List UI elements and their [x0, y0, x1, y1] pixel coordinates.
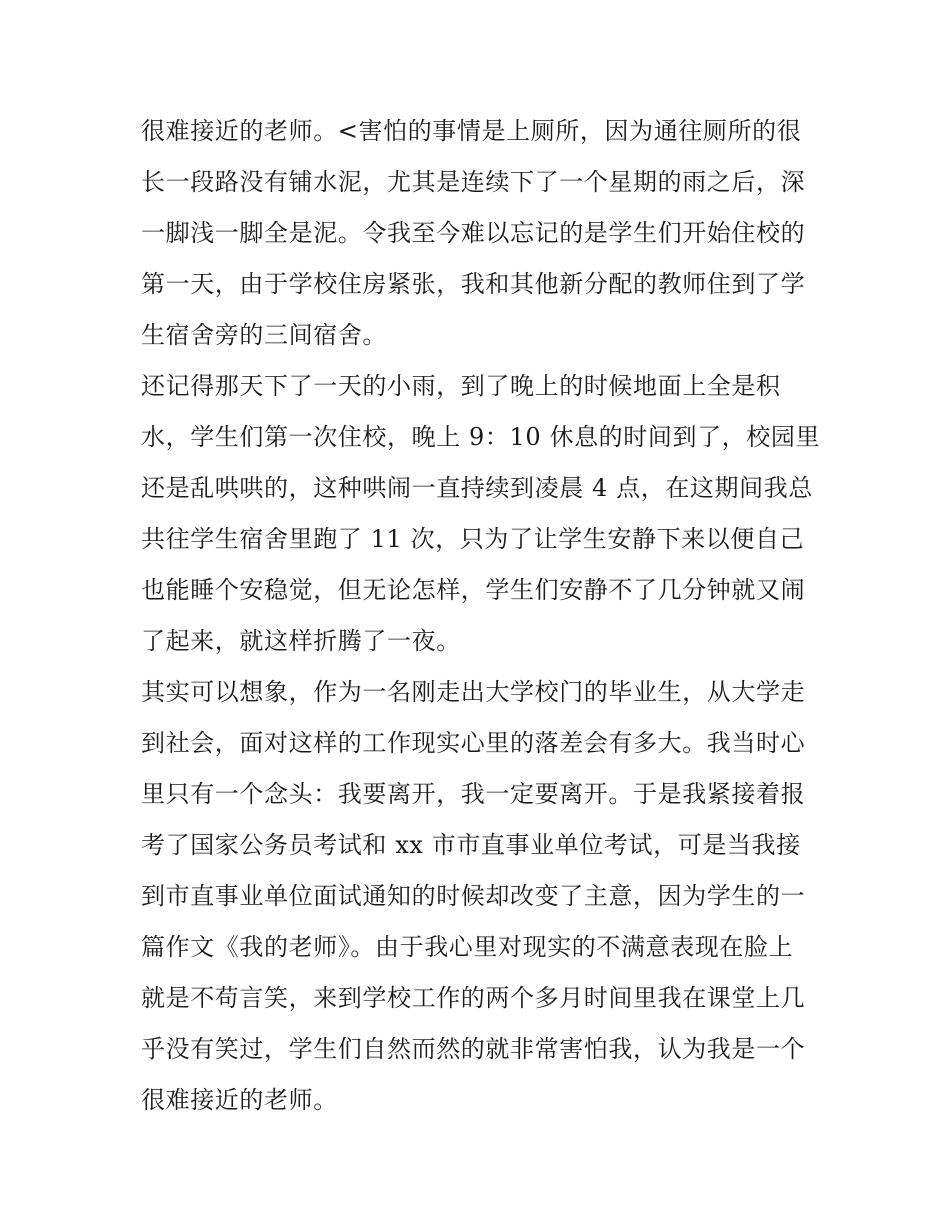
text-line: 到市直事业单位面试通知的时候却改变了主意，因为学生的一 [141, 882, 806, 910]
text-line: 第一天，由于学校住房紧张，我和其他新分配的教师住到了学 [141, 270, 806, 298]
text-line: 还是乱哄哄的，这种哄闹一直持续到凌晨 4 点，在这期间我总 [141, 474, 813, 502]
text-line: 里只有一个念头：我要离开，我一定要离开。于是我紧接着报 [141, 780, 806, 808]
text-line: 水，学生们第一次住校，晚上 9：10 休息的时间到了，校园里 [141, 423, 821, 451]
text-line: 篇作文《我的老师》。由于我心里对现实的不满意表现在脸上 [141, 933, 794, 961]
text-line: 考了国家公务员考试和 xx 市市直事业单位考试，可是当我接 [141, 831, 801, 859]
text-line: 就是不苟言笑，来到学校工作的两个多月时间里我在课堂上几 [141, 984, 806, 1012]
text-line: 其实可以想象，作为一名刚走出大学校门的毕业生，从大学走 [141, 678, 806, 706]
text-line: 长一段路没有铺水泥，尤其是连续下了一个星期的雨之后，深 [141, 168, 806, 196]
text-line: 共往学生宿舍里跑了 11 次，只为了让学生安静下来以便自己 [141, 525, 805, 553]
text-line: 了起来，就这样折腾了一夜。 [141, 627, 461, 655]
text-line: 很难接近的老师。 [141, 1086, 338, 1114]
text-line: 乎没有笑过，学生们自然而然的就非常害怕我，认为我是一个 [141, 1035, 806, 1063]
text-line: 还记得那天下了一天的小雨，到了晚上的时候地面上全是积 [141, 372, 781, 400]
text-line: 也能睡个安稳觉，但无论怎样，学生们安静不了几分钟就又闹 [141, 576, 806, 604]
text-line: 一脚浅一脚全是泥。令我至今难以忘记的是学生们开始住校的 [141, 219, 806, 247]
text-line: 到社会，面对这样的工作现实心里的落差会有多大。我当时心 [141, 729, 806, 757]
text-line: 很难接近的老师。<害怕的事情是上厕所，因为通往厕所的很 [141, 117, 802, 145]
text-line: 生宿舍旁的三间宿舍。 [141, 321, 387, 349]
document-body [141, 106, 821, 1126]
